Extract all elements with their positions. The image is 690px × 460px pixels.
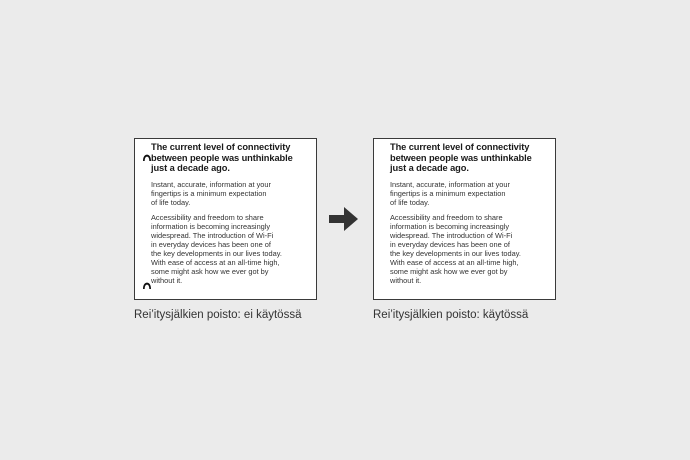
heading-line: between people was unthinkable xyxy=(151,152,293,163)
paragraph-line: Instant, accurate, information at your xyxy=(151,179,271,189)
paragraph-line: some might ask how we ever got by xyxy=(390,266,508,276)
paragraph-line: information is becoming increasingly xyxy=(151,221,271,231)
paragraph-line: of life today. xyxy=(151,197,191,207)
document-paragraph-1 xyxy=(390,180,552,207)
document-text xyxy=(390,142,552,291)
heading-line: just a decade ago. xyxy=(151,163,230,174)
paragraph-line: fingertips is a minimum expectation xyxy=(390,188,506,198)
caption-after: Rei’itysjälkien poisto: käytössä xyxy=(373,309,529,321)
heading-line: The current level of connectivity xyxy=(151,142,291,152)
paragraph-line: fingertips is a minimum expectation xyxy=(151,188,267,198)
paragraph-line: Accessibility and freedom to share xyxy=(151,212,264,222)
document-paragraph-1 xyxy=(151,180,313,207)
paragraph-line: Instant, accurate, information at your xyxy=(390,179,510,189)
paragraph-line: information is becoming increasingly xyxy=(390,221,510,231)
paragraph-line: Accessibility and freedom to share xyxy=(390,212,503,222)
paragraph-line: in everyday devices has been one of xyxy=(390,239,510,249)
right-arrow-icon xyxy=(329,206,359,232)
document-preview-before xyxy=(134,138,317,300)
document-heading xyxy=(390,142,552,174)
heading-line: just a decade ago. xyxy=(390,163,469,174)
heading-line: between people was unthinkable xyxy=(390,152,532,163)
paragraph-line: without it. xyxy=(151,275,183,285)
paragraph-line: some might ask how we ever got by xyxy=(151,266,269,276)
paragraph-line: With ease of access at an all-time high, xyxy=(151,257,280,267)
document-preview-after xyxy=(373,138,556,300)
document-text xyxy=(151,142,313,291)
paragraph-line: the key developments in our lives today. xyxy=(390,248,521,258)
paragraph-line: without it. xyxy=(390,275,422,285)
paragraph-line: in everyday devices has been one of xyxy=(151,239,271,249)
paragraph-line: widespread. The introduction of Wi-Fi xyxy=(390,230,513,240)
document-heading xyxy=(151,142,313,174)
paragraph-line: the key developments in our lives today. xyxy=(151,248,282,258)
document-paragraph-2 xyxy=(151,213,313,285)
heading-line: The current level of connectivity xyxy=(390,142,530,152)
caption-before: Rei’itysjälkien poisto: ei käytössä xyxy=(134,309,302,321)
paragraph-line: widespread. The introduction of Wi-Fi xyxy=(151,230,274,240)
paragraph-line: of life today. xyxy=(390,197,430,207)
paragraph-line: With ease of access at an all-time high, xyxy=(390,257,519,267)
document-paragraph-2 xyxy=(390,213,552,285)
